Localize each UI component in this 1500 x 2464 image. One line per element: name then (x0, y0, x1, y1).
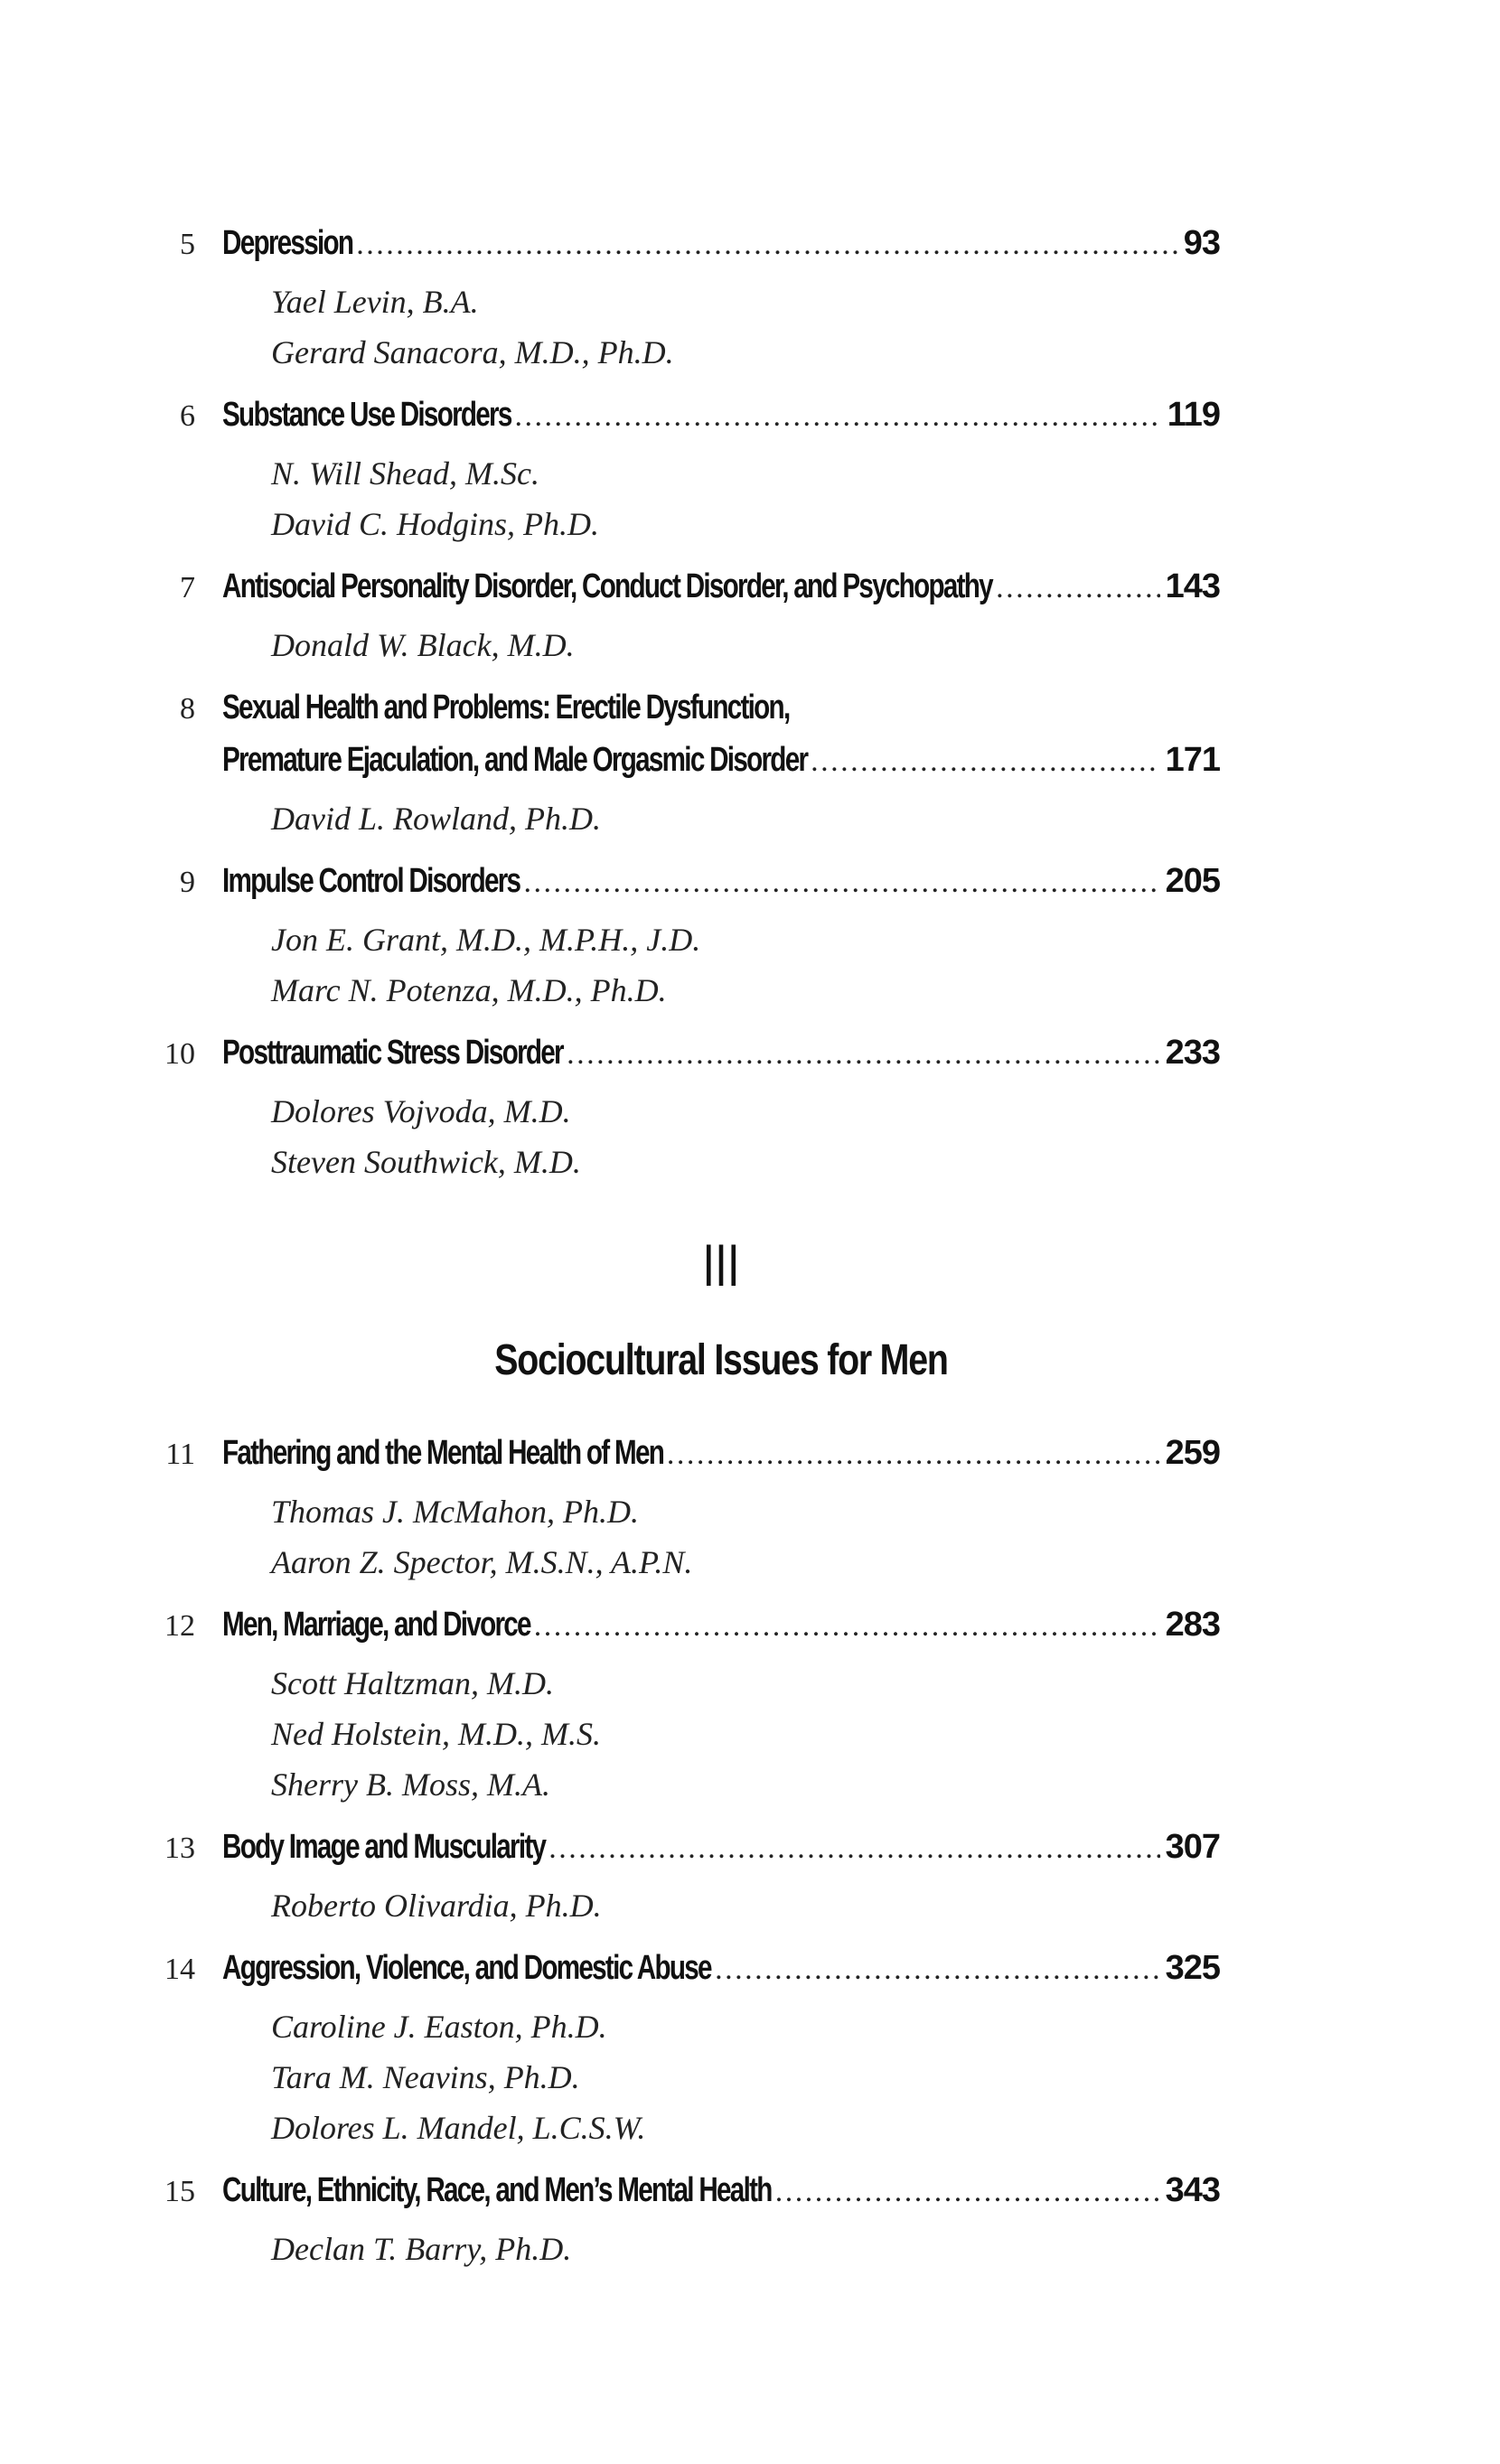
dot-leader (775, 2175, 1160, 2209)
author-name: Steven Southwick, M.D. (271, 1144, 581, 1180)
chapter-number: 9 (180, 866, 195, 899)
toc-entry[interactable] (136, 396, 1220, 549)
author-name: Gerard Sanacora, M.D., Ph.D. (271, 334, 674, 370)
author-name: Donald W. Black, M.D. (271, 627, 575, 663)
author-list (271, 448, 1220, 549)
chapter-title[interactable]: Posttraumatic Stress Disorder (222, 1034, 563, 1072)
chapter-title-wrap (222, 1034, 1166, 1073)
author-list (271, 914, 1220, 1016)
author-name: Scott Haltzman, M.D. (271, 1665, 554, 1701)
toc-entry[interactable] (136, 689, 1220, 844)
author-list (271, 2001, 1220, 2153)
chapter-list-part-3 (136, 1434, 1220, 2274)
chapter-title-wrap (222, 741, 1166, 780)
author-name: Caroline J. Easton, Ph.D. (271, 2009, 607, 2045)
dot-leader (356, 228, 1177, 262)
author-name: Thomas J. McMahon, Ph.D. (271, 1494, 639, 1530)
dot-leader (524, 866, 1160, 900)
toc-entry[interactable] (136, 1434, 1220, 1588)
chapter-number: 8 (180, 692, 195, 726)
toc-entry[interactable] (136, 1034, 1220, 1187)
page-number: 283 (1165, 1606, 1220, 1644)
dot-leader (514, 399, 1161, 434)
author-name: N. Will Shead, M.Sc. (271, 455, 539, 492)
chapter-number: 12 (164, 1609, 195, 1643)
dot-leader (667, 1438, 1160, 1472)
chapter-title[interactable]: Substance Use Disorders (222, 396, 511, 434)
author-name: Marc N. Potenza, M.D., Ph.D. (271, 972, 667, 1008)
author-name: Dolores L. Mandel, L.C.S.W. (271, 2110, 646, 2146)
toc-entry[interactable] (136, 862, 1220, 1016)
chapter-title[interactable]: Body Image and Muscularity (222, 1828, 546, 1866)
author-list (271, 793, 1220, 844)
chapter-title[interactable]: Men, Marriage, and Divorce (222, 1606, 530, 1644)
chapter-title[interactable]: Antisocial Personality Disorder, Conduct Disorder, and Psychopathy (222, 567, 992, 605)
dot-leader (534, 1609, 1160, 1644)
chapter-number: 5 (180, 228, 195, 261)
toc-entry[interactable] (136, 1606, 1220, 1810)
author-name: Aaron Z. Spector, M.S.N., A.P.N. (271, 1544, 693, 1580)
toc-entry[interactable] (136, 567, 1220, 670)
chapter-title[interactable]: Culture, Ethnicity, Race, and Men’s Mental Health (222, 2171, 772, 2209)
chapter-title-wrap (222, 224, 1184, 263)
page-number: 205 (1165, 862, 1220, 900)
chapter-number: 14 (164, 1953, 195, 1986)
author-list (271, 1658, 1220, 1810)
author-list (271, 620, 1220, 670)
chapter-number: 7 (180, 571, 195, 604)
dot-leader (567, 1037, 1160, 1072)
chapter-title[interactable]: Impulse Control Disorders (222, 862, 520, 900)
chapter-number: 10 (164, 1037, 195, 1071)
page-number: 307 (1165, 1828, 1220, 1866)
chapter-title-wrap (222, 567, 1166, 606)
toc-entry[interactable] (136, 2171, 1220, 2274)
chapter-title-wrap (222, 2171, 1166, 2210)
chapter-number: 11 (165, 1438, 195, 1471)
author-name: Declan T. Barry, Ph.D. (271, 2231, 572, 2267)
author-list (271, 276, 1220, 378)
author-name: Tara M. Neavins, Ph.D. (271, 2059, 580, 2095)
author-name: Ned Holstein, M.D., M.S. (271, 1716, 601, 1752)
author-name: David C. Hodgins, Ph.D. (271, 506, 599, 542)
dot-leader (996, 571, 1159, 605)
chapter-number: 13 (164, 1832, 195, 1865)
page-number: 325 (1165, 1949, 1220, 1987)
author-list (271, 2224, 1220, 2274)
author-list (271, 1086, 1220, 1187)
dot-leader (811, 745, 1159, 779)
toc-entry[interactable] (136, 1949, 1220, 2153)
dot-leader (715, 1953, 1159, 1987)
table-of-contents (136, 224, 1220, 2292)
author-name: Yael Levin, B.A. (271, 284, 479, 320)
chapter-title-wrap (222, 1828, 1166, 1867)
part-title: Sociocultural Issues for Men (494, 1336, 948, 1384)
chapter-title[interactable]: Aggression, Violence, and Domestic Abuse (222, 1949, 711, 1987)
author-name: Jon E. Grant, M.D., M.P.H., J.D. (271, 922, 701, 958)
page-number: 259 (1165, 1434, 1220, 1472)
chapter-title-line: Sexual Health and Problems: Erectile Dysfunction, (222, 689, 790, 726)
chapter-title-wrap (222, 862, 1166, 901)
page-number: 143 (1165, 567, 1220, 605)
chapter-title-wrap (222, 1949, 1166, 1988)
chapter-title[interactable]: Fathering and the Mental Health of Men (222, 1434, 664, 1472)
page-number: 119 (1167, 396, 1220, 434)
page-number: 233 (1165, 1034, 1220, 1072)
chapter-title-wrap (222, 396, 1167, 435)
author-list (271, 1880, 1220, 1931)
chapter-number: 6 (180, 399, 195, 433)
chapter-title[interactable]: Premature Ejaculation, and Male Orgasmic Disorder (222, 741, 808, 779)
part-number: III (702, 1232, 740, 1298)
author-name: Dolores Vojvoda, M.D. (271, 1093, 571, 1129)
author-name: Roberto Olivardia, Ph.D. (271, 1888, 602, 1924)
toc-entry[interactable] (136, 1828, 1220, 1931)
page-number: 93 (1183, 224, 1220, 262)
chapter-title-wrap (222, 1606, 1166, 1644)
page-number: 343 (1165, 2171, 1220, 2209)
chapter-list-part-2 (136, 224, 1220, 1187)
author-name: David L. Rowland, Ph.D. (271, 801, 601, 837)
chapter-number: 15 (164, 2175, 195, 2208)
chapter-title-wrap (222, 1434, 1166, 1473)
dot-leader (548, 1832, 1159, 1866)
part-heading (222, 1222, 1220, 1385)
page-number: 171 (1165, 741, 1220, 779)
toc-entry[interactable] (136, 224, 1220, 378)
author-name: Sherry B. Moss, M.A. (271, 1766, 550, 1803)
author-list (271, 1486, 1220, 1588)
chapter-title[interactable]: Depression (222, 224, 353, 262)
